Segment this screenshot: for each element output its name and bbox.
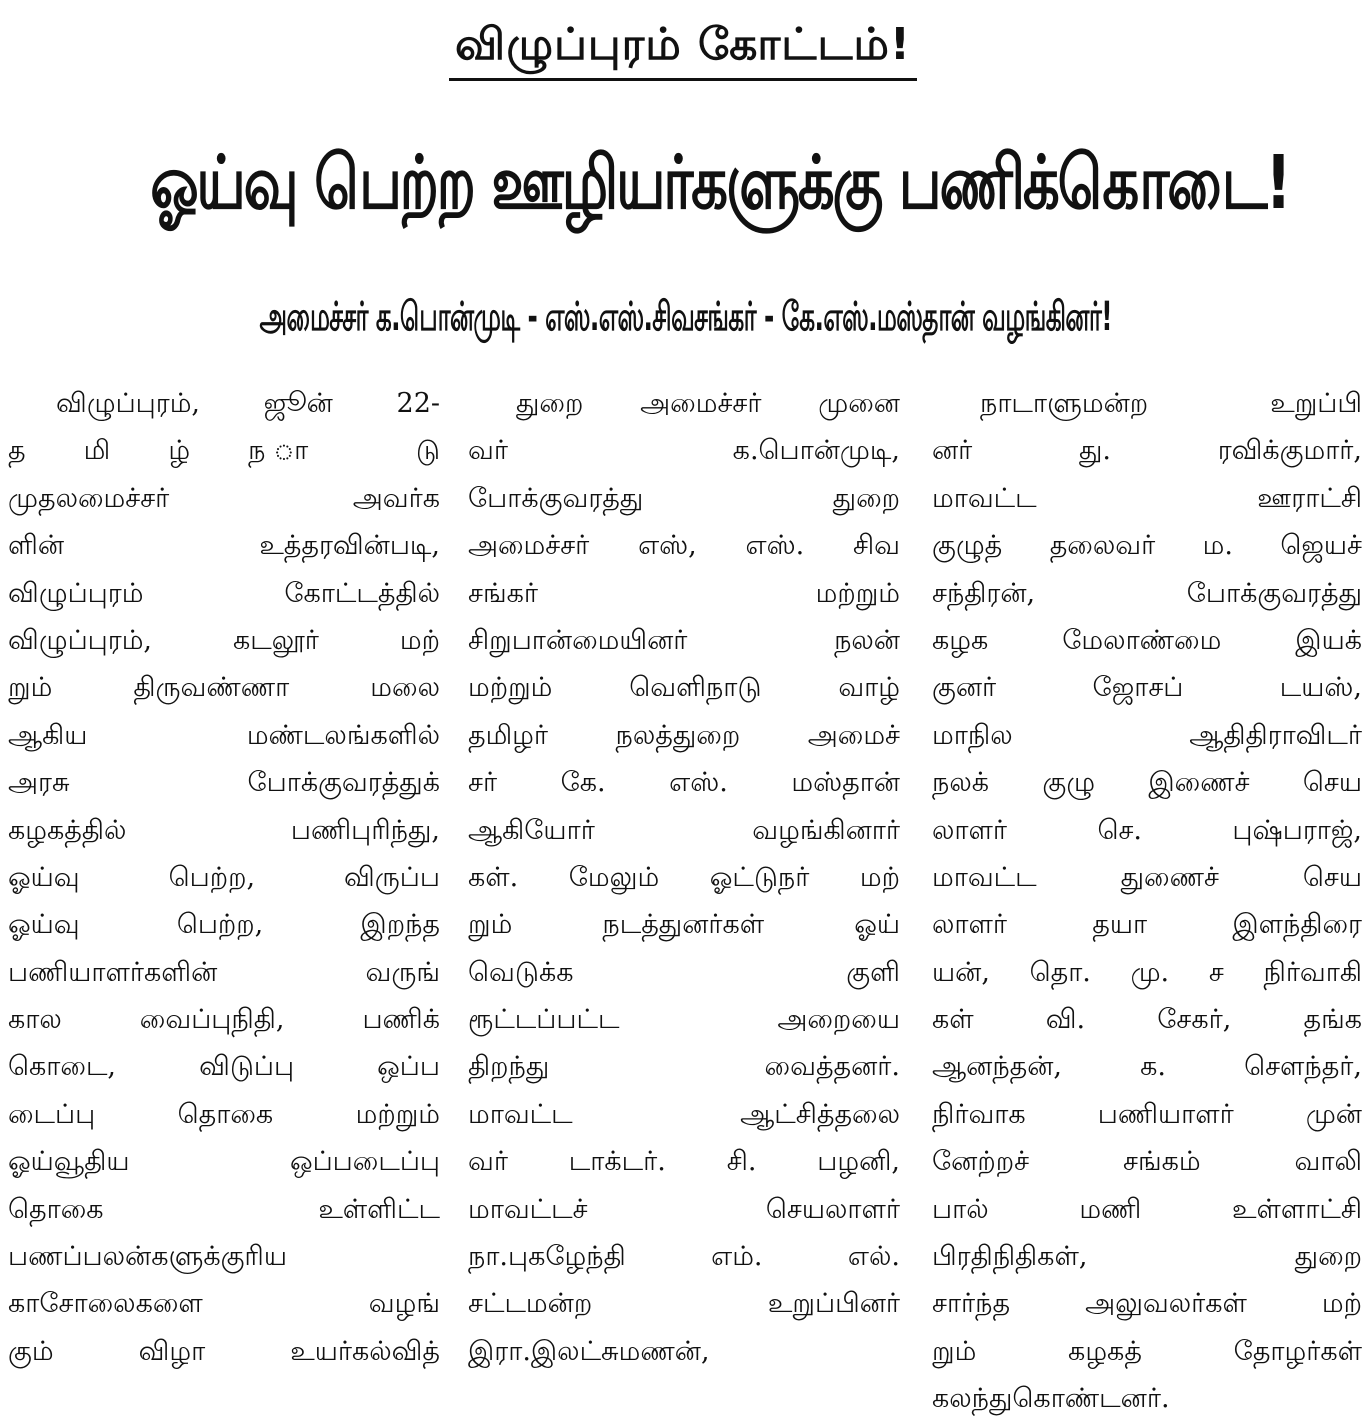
- article-text-line: மாவட்ட துணைச் செய: [932, 861, 1362, 893]
- article-text-line: கள். மேலும் ஓட்டுநர் மற்: [468, 861, 900, 893]
- article-column-1: [8, 380, 440, 1375]
- article-text-line: மாவட்டச் செயலாளர்: [468, 1193, 900, 1225]
- article-text-line: ஆகியோர் வழங்கினார்: [468, 814, 900, 846]
- article-text-line: முதலமைச்சர் அவர்க: [8, 482, 440, 514]
- article-text-line: ளின் உத்தரவின்படி,: [8, 530, 440, 562]
- article-text-line: சர் கே. எஸ். மஸ்தான்: [468, 767, 900, 799]
- article-text-line: தமிழர் நலத்துறை அமைச்: [468, 719, 900, 751]
- article-text-line: இரா.இலட்சுமணன்,: [468, 1335, 710, 1367]
- article-text-line: நா.புகழேந்தி எம். எல்.: [468, 1241, 900, 1273]
- article-text-line: அரசு போக்குவரத்துக்: [8, 767, 440, 799]
- article-text-line: கழக மேலாண்மை இயக்: [932, 624, 1362, 656]
- article-text-line: லாளர் தயா இளந்திரை: [932, 909, 1362, 941]
- article-text-line: கழகத்தில் பணிபுரிந்து,: [8, 814, 440, 846]
- article-text-line: மாவட்ட ஊராட்சி: [932, 482, 1362, 514]
- subheadline: அமைச்சர் க.பொன்முடி - எஸ்.எஸ்.சிவசங்கர் - கே.எஸ்.மஸ்தான் வழங்கினர்!: [259, 294, 1112, 340]
- article-text-line: விழுப்புரம் கோட்டத்தில்: [8, 577, 440, 609]
- article-text-line: தொகை உள்ளிட்ட: [8, 1193, 440, 1225]
- article-text-line: கலந்துகொண்டனர்.: [932, 1383, 1170, 1415]
- article-text-line: றும் கழகத் தோழர்கள்: [932, 1335, 1362, 1367]
- article-text-line: பிரதிநிதிகள், துறை: [932, 1241, 1362, 1273]
- article-text-line: அமைச்சர் எஸ், எஸ். சிவ: [468, 530, 900, 562]
- headline: ஓய்வு பெற்ற ஊழியர்களுக்கு பணிக்கொடை!: [150, 140, 1290, 226]
- article-text-line: மாநில ஆதிதிராவிடர்: [932, 719, 1362, 751]
- article-text-line: துறை அமைச்சர் முனை: [516, 388, 900, 419]
- article-text-line: நாடாளுமன்ற உறுப்பி: [980, 388, 1362, 419]
- article-text-line: மற்றும் வெளிநாடு வாழ்: [468, 672, 900, 704]
- kicker-container: [0, 12, 1366, 81]
- article-text-line: வர் க.பொன்முடி,: [468, 435, 900, 467]
- article-column-2: [468, 380, 900, 1375]
- article-text-line: கள் வி. சேகர், தங்க: [932, 1004, 1362, 1036]
- article-text-line: கும் விழா உயர்கல்வித்: [8, 1335, 440, 1367]
- article-text-line: கால வைப்புநிதி, பணிக்: [8, 1004, 440, 1036]
- article-text-line: நிர்வாக பணியாளர் முன்: [932, 1098, 1362, 1130]
- article-text-line: ஓய்வு பெற்ற, விருப்ப: [8, 861, 440, 893]
- article-text-line: குழுத் தலைவர் ம. ஜெயச்: [932, 530, 1362, 562]
- article-text-line: சந்திரன், போக்குவரத்து: [932, 577, 1362, 609]
- article-text-line: ஆகிய மண்டலங்களில்: [8, 719, 440, 751]
- article-text-line: திறந்து வைத்தனர்.: [468, 1051, 900, 1083]
- article-text-line: ஆனந்தன், க. சௌந்தர்,: [932, 1051, 1362, 1083]
- article-text-line: சார்ந்த அலுவலர்கள் மற்: [932, 1288, 1362, 1320]
- article-text-line: வெடுக்க குளி: [468, 956, 900, 988]
- article-text-line: றும் திருவண்ணா மலை: [8, 672, 440, 704]
- article-text-line: லாளர் செ. புஷ்பராஜ்,: [932, 814, 1362, 846]
- article-text-line: பணப்பலன்களுக்குரிய: [8, 1241, 288, 1273]
- article-text-line: ஓய்வூதிய ஒப்படைப்பு: [8, 1146, 440, 1178]
- article-text-line: னர் து. ரவிக்குமார்,: [932, 435, 1362, 467]
- article-column-3: [932, 380, 1362, 1423]
- article-text-line: சிறுபான்மையினர் நலன்: [468, 624, 900, 656]
- article-text-line: மாவட்ட ஆட்சித்தலை: [468, 1098, 900, 1130]
- article-text-line: யன், தொ. மு. ச நிர்வாகி: [932, 956, 1362, 988]
- kicker-title: விழுப்புரம் கோட்டம்!: [449, 12, 917, 81]
- article-text-line: சங்கர் மற்றும்: [468, 577, 900, 609]
- article-text-line: னேற்றச் சங்கம் வாலி: [932, 1146, 1362, 1178]
- article-text-line: ரூட்டப்பட்ட அறையை: [468, 1004, 900, 1036]
- article-text-line: பணியாளர்களின் வருங்: [8, 956, 440, 988]
- article-text-line: பால் மணி உள்ளாட்சி: [932, 1193, 1362, 1225]
- article-text-line: த மி ழ் ந ா டு: [8, 435, 440, 467]
- article-text-line: விழுப்புரம், கடலூர் மற்: [8, 624, 440, 656]
- article-text-line: சட்டமன்ற உறுப்பினர்: [468, 1288, 900, 1320]
- article-text-line: றும் நடத்துனர்கள் ஓய்: [468, 909, 900, 941]
- article-text-line: காசோலைகளை வழங்: [8, 1288, 440, 1320]
- article-text-line: நலக் குழு இணைச் செய: [932, 767, 1362, 799]
- article-text-line: கொடை, விடுப்பு ஒப்ப: [8, 1051, 440, 1083]
- article-text-line: குனர் ஜோசப் டயஸ்,: [932, 672, 1362, 704]
- article-text-line: விழுப்புரம், ஜூன் 22-: [56, 388, 440, 419]
- article-text-line: ஓய்வு பெற்ற, இறந்த: [8, 909, 440, 941]
- article-text-line: டைப்பு தொகை மற்றும்: [8, 1098, 440, 1130]
- article-text-line: போக்குவரத்து துறை: [468, 482, 900, 514]
- article-text-line: வர் டாக்டர். சி. பழனி,: [468, 1146, 900, 1178]
